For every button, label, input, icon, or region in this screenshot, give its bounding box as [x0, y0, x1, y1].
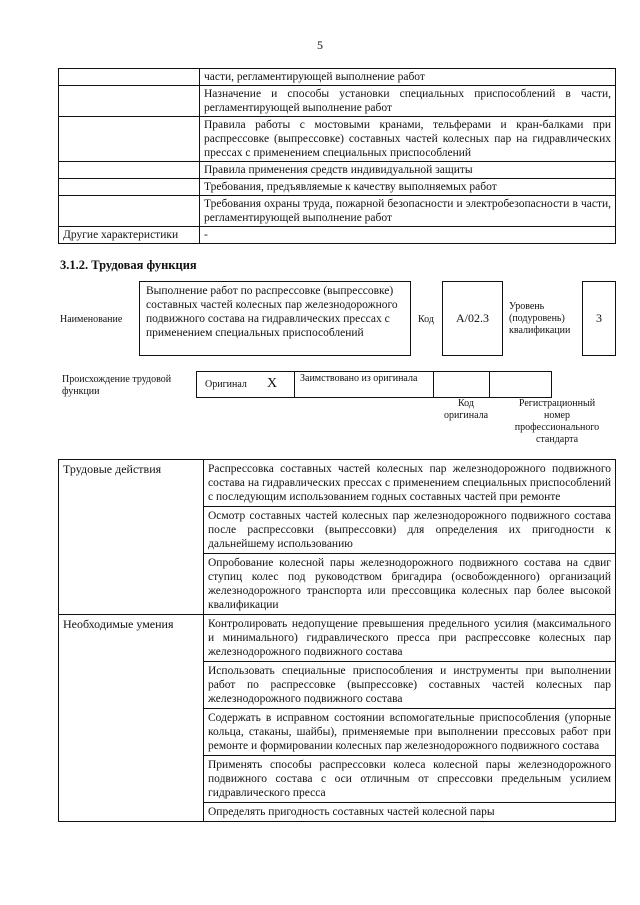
- skill-item: Применять способы распрессовки колеса колесной пары железнодорожного подвижного состава с оси отличным от спрессовки предельным усилием гидравлического пресса: [204, 756, 616, 803]
- skill-item: Содержать в исправном состоянии вспомогательные приспособления (упорные кольца, стаканы, шайбы), применяемые при выполнении прессовых работ при ремонте и формировании колесных пар железнодорожного подвижного состава: [204, 709, 616, 756]
- action-item: Опробование колесной пары железнодорожного подвижного состава на сдвиг ступиц колес под руководством бригадира (освобожденного) организаций железнодорожного транспорта или прессовщика колесных пар более высокой квалификации: [204, 554, 616, 615]
- group-label-skills: Необходимые умения: [59, 615, 204, 822]
- row-label: [59, 69, 200, 86]
- table-row: [59, 196, 616, 227]
- table-row: [59, 162, 616, 179]
- borrowed-cell: [295, 372, 434, 397]
- row-text: части, регламентирующей выполнение работ: [200, 69, 616, 86]
- function-details-table: [58, 459, 616, 822]
- row-text: Требования охраны труда, пожарной безопасности и электробезопасности в части, регламентирующей выполнение работ: [200, 196, 616, 227]
- skill-item: Использовать специальные приспособления и инструменты при выполнении работ по распрессовке (выпрессовке) составных частей колесных пар железнодорожного подвижного состава: [204, 662, 616, 709]
- original-mark: X: [267, 376, 278, 391]
- action-item: Распрессовка составных частей колесных пар железнодорожного подвижного состава на гидравлических прессах с применением специальных приспособлений с последующим использованием годных составных частей при ремонте: [204, 460, 616, 507]
- row-text: -: [200, 227, 616, 244]
- row-text: Правила работы с мостовыми кранами, тельферами и кран-балками при распрессовке (выпрессовке) составных частей колесных пар на гидравлических прессах с применением специальных приспособлений: [200, 117, 616, 162]
- table-row: [59, 227, 616, 244]
- table-row: [59, 86, 616, 117]
- reg-number-caption: Регистрационный номер профессионального стандарта: [514, 398, 600, 445]
- table-row: [59, 69, 616, 86]
- code-label: Код: [418, 314, 434, 325]
- row-label: [59, 117, 200, 162]
- row-label-other: Другие характеристики: [59, 227, 200, 244]
- skill-item: Контролировать недопущение превышения предельного усилия (максимального и минимального) гидравлического пресса при распрессовке колесных пар железнодорожного подвижного состава: [204, 615, 616, 662]
- original-label: Оригинал: [205, 379, 247, 390]
- section-heading: 3.1.2. Трудовая функция: [60, 258, 197, 272]
- code-original-cell: [434, 372, 490, 397]
- code-original-caption: Код оригинала: [443, 398, 489, 421]
- group-label-actions: Трудовые действия: [59, 460, 204, 615]
- name-label: Наименование: [60, 314, 123, 325]
- row-label: [59, 86, 200, 117]
- skill-item: Определять пригодность составных частей колесной пары: [204, 803, 616, 822]
- table-row: [59, 615, 616, 662]
- page-number: 5: [317, 38, 323, 52]
- table-row: [59, 460, 616, 507]
- function-name-box: Выполнение работ по распрессовке (выпрессовке) составных частей колесных пар железнодорожного подвижного состава на гидравлических прессах с применением специальных приспособлений: [139, 281, 411, 356]
- origin-label: Происхождение трудовой функции: [62, 374, 172, 397]
- row-label: [59, 162, 200, 179]
- table-row: [59, 117, 616, 162]
- original-cell: [197, 372, 295, 397]
- action-item: Осмотр составных частей колесных пар железнодорожного подвижного состава после распрессовки (выпрессовки) для определения их пригодности к дальнейшему использованию: [204, 507, 616, 554]
- table-row: [59, 179, 616, 196]
- row-text: Требования, предъявляемые к качеству выполняемых работ: [200, 179, 616, 196]
- origin-box: [196, 371, 552, 398]
- level-box: 3: [582, 281, 616, 356]
- row-label: [59, 196, 200, 227]
- level-label: Уровень (подуровень) квалификации: [509, 301, 571, 336]
- code-box: А/02.3: [442, 281, 503, 356]
- row-text: Назначение и способы установки специальных приспособлений в части, регламентирующей выполнение работ: [200, 86, 616, 117]
- borrowed-label: Заимствовано из оригинала: [300, 373, 418, 384]
- row-text: Правила применения средств индивидуальной защиты: [200, 162, 616, 179]
- row-label: [59, 179, 200, 196]
- knowledge-table: [58, 68, 616, 244]
